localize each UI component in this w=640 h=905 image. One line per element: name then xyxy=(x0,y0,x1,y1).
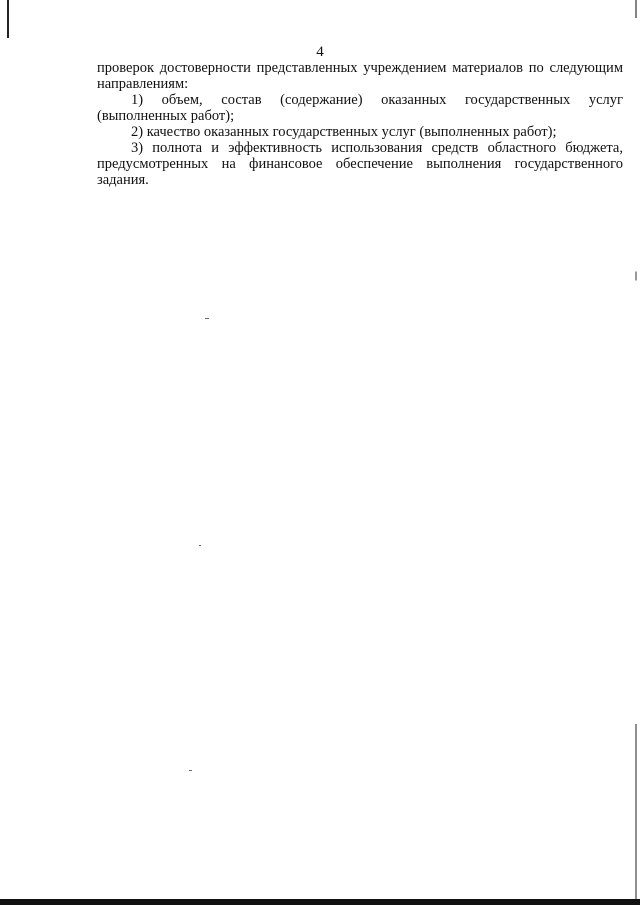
scan-edge-mark xyxy=(7,0,9,38)
document-body xyxy=(97,60,623,188)
list-item-completeness: 3) полнота и эффективность использования средств областного бюджета, предусмотренных на финансовое обеспечение выполнения государственного задания. xyxy=(97,140,623,188)
list-item-quality: 2) качество оказанных государственных услуг (выполненных работ); xyxy=(131,124,557,140)
paragraph-continuation: проверок достоверности представленных учреждением материалов по следующим направлениям: xyxy=(97,60,623,92)
scan-bottom-edge xyxy=(0,899,640,905)
scan-speck xyxy=(199,545,201,546)
scan-speck xyxy=(189,770,192,771)
list-item-volume: 1) объем, состав (содержание) оказанных государственных услуг (выполненных работ); xyxy=(97,92,623,124)
scan-speck xyxy=(205,318,209,319)
page-number: 4 xyxy=(316,44,324,60)
scan-edge-mark xyxy=(635,0,637,905)
